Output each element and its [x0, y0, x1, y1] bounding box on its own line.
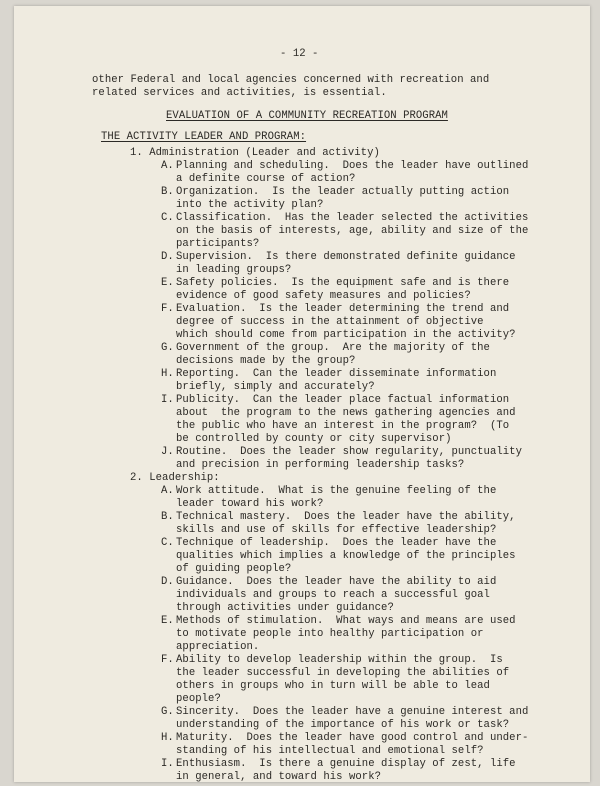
- item-marker: A.: [161, 160, 174, 172]
- item-marker: C.: [161, 537, 174, 549]
- item-marker: H.: [161, 368, 174, 380]
- intro-line-1: other Federal and local agencies concerned with recreation and: [92, 74, 490, 86]
- item-marker: G.: [161, 342, 174, 354]
- item-text-line: qualities which implies a knowledge of the principles: [176, 550, 516, 562]
- document-title: EVALUATION OF A COMMUNITY RECREATION PROGRAM: [166, 110, 448, 122]
- item-text-line: degree of success in the attainment of objective: [176, 316, 484, 328]
- item-text-line: on the basis of interests, age, ability and size of the: [176, 225, 529, 237]
- page-number: - 12 -: [280, 48, 319, 60]
- item-text-line: skills and use of skills for effective leadership?: [176, 524, 497, 536]
- item-text-line: to motivate people into healthy participation or: [176, 628, 484, 640]
- item-text-line: of guiding people?: [176, 563, 292, 575]
- item-marker: B.: [161, 511, 174, 523]
- item-marker: H.: [161, 732, 174, 744]
- item-marker: I.: [161, 758, 174, 770]
- item-text-line: evidence of good safety measures and policies?: [176, 290, 471, 302]
- item-text-line: Technical mastery. Does the leader have the ability,: [176, 511, 516, 523]
- item-text-line: Guidance. Does the leader have the ability to aid: [176, 576, 497, 588]
- item-text-line: Government of the group. Are the majority of the: [176, 342, 490, 354]
- item-text-line: Routine. Does the leader show regularity, punctuality: [176, 446, 522, 458]
- item-marker: F.: [161, 654, 174, 666]
- item-text-line: a definite course of action?: [176, 173, 356, 185]
- item-text-line: and precision in performing leadership tasks?: [176, 459, 465, 471]
- item-text-line: Ability to develop leadership within the group. Is: [176, 654, 503, 666]
- item-text-line: Safety policies. Is the equipment safe and is there: [176, 277, 510, 289]
- item-text-line: standing of his intellectual and emotional self?: [176, 745, 484, 757]
- item-text-line: people?: [176, 693, 221, 705]
- item-text-line: through activities under guidance?: [176, 602, 394, 614]
- item-marker: E.: [161, 615, 174, 627]
- item-text-line: others in groups who in turn will be able to lead: [176, 680, 490, 692]
- item-marker: G.: [161, 706, 174, 718]
- item-text-line: about the program to the news gathering agencies and: [176, 407, 516, 419]
- item-text-line: in general, and toward his work?: [176, 771, 382, 783]
- item-text-line: Reporting. Can the leader disseminate information: [176, 368, 497, 380]
- item-text-line: Maturity. Does the leader have good control and under-: [176, 732, 529, 744]
- item-marker: D.: [161, 576, 174, 588]
- item-text-line: Organization. Is the leader actually putting action: [176, 186, 510, 198]
- item-text-line: individuals and groups to reach a successful goal: [176, 589, 490, 601]
- item-text-line: Classification. Has the leader selected the activities: [176, 212, 529, 224]
- item-text-line: leader toward his work?: [176, 498, 324, 510]
- document-page: [14, 6, 590, 782]
- item-marker: E.: [161, 277, 174, 289]
- item-marker: J.: [161, 446, 174, 458]
- item-text-line: into the activity plan?: [176, 199, 324, 211]
- section-2-heading: 2. Leadership:: [130, 472, 220, 484]
- item-text-line: Evaluation. Is the leader determining the trend and: [176, 303, 510, 315]
- item-text-line: the public who have an interest in the program? (To: [176, 420, 510, 432]
- item-text-line: in leading groups?: [176, 264, 292, 276]
- item-text-line: the leader successful in developing the abilities of: [176, 667, 510, 679]
- item-marker: C.: [161, 212, 174, 224]
- item-text-line: Supervision. Is there demonstrated definite guidance: [176, 251, 516, 263]
- intro-line-2: related services and activities, is essential.: [92, 87, 387, 99]
- item-text-line: participants?: [176, 238, 260, 250]
- item-text-line: Planning and scheduling. Does the leader have outlined: [176, 160, 529, 172]
- item-marker: F.: [161, 303, 174, 315]
- item-text-line: decisions made by the group?: [176, 355, 356, 367]
- item-text-line: appreciation.: [176, 641, 260, 653]
- item-text-line: Work attitude. What is the genuine feeling of the: [176, 485, 497, 497]
- item-text-line: Publicity. Can the leader place factual information: [176, 394, 510, 406]
- item-marker: B.: [161, 186, 174, 198]
- item-marker: A.: [161, 485, 174, 497]
- item-marker: D.: [161, 251, 174, 263]
- item-text-line: Technique of leadership. Does the leader have the: [176, 537, 497, 549]
- item-text-line: Enthusiasm. Is there a genuine display of zest, life: [176, 758, 516, 770]
- item-text-line: be controlled by county or city supervisor): [176, 433, 452, 445]
- item-text-line: briefly, simply and accurately?: [176, 381, 375, 393]
- item-text-line: Sincerity. Does the leader have a genuine interest and: [176, 706, 529, 718]
- item-marker: I.: [161, 394, 174, 406]
- item-text-line: Methods of stimulation. What ways and means are used: [176, 615, 516, 627]
- section-heading: THE ACTIVITY LEADER AND PROGRAM:: [101, 131, 307, 143]
- section-1-heading: 1. Administration (Leader and activity): [130, 147, 380, 159]
- item-text-line: which should come from participation in the activity?: [176, 329, 516, 341]
- item-text-line: understanding of the importance of his work or task?: [176, 719, 510, 731]
